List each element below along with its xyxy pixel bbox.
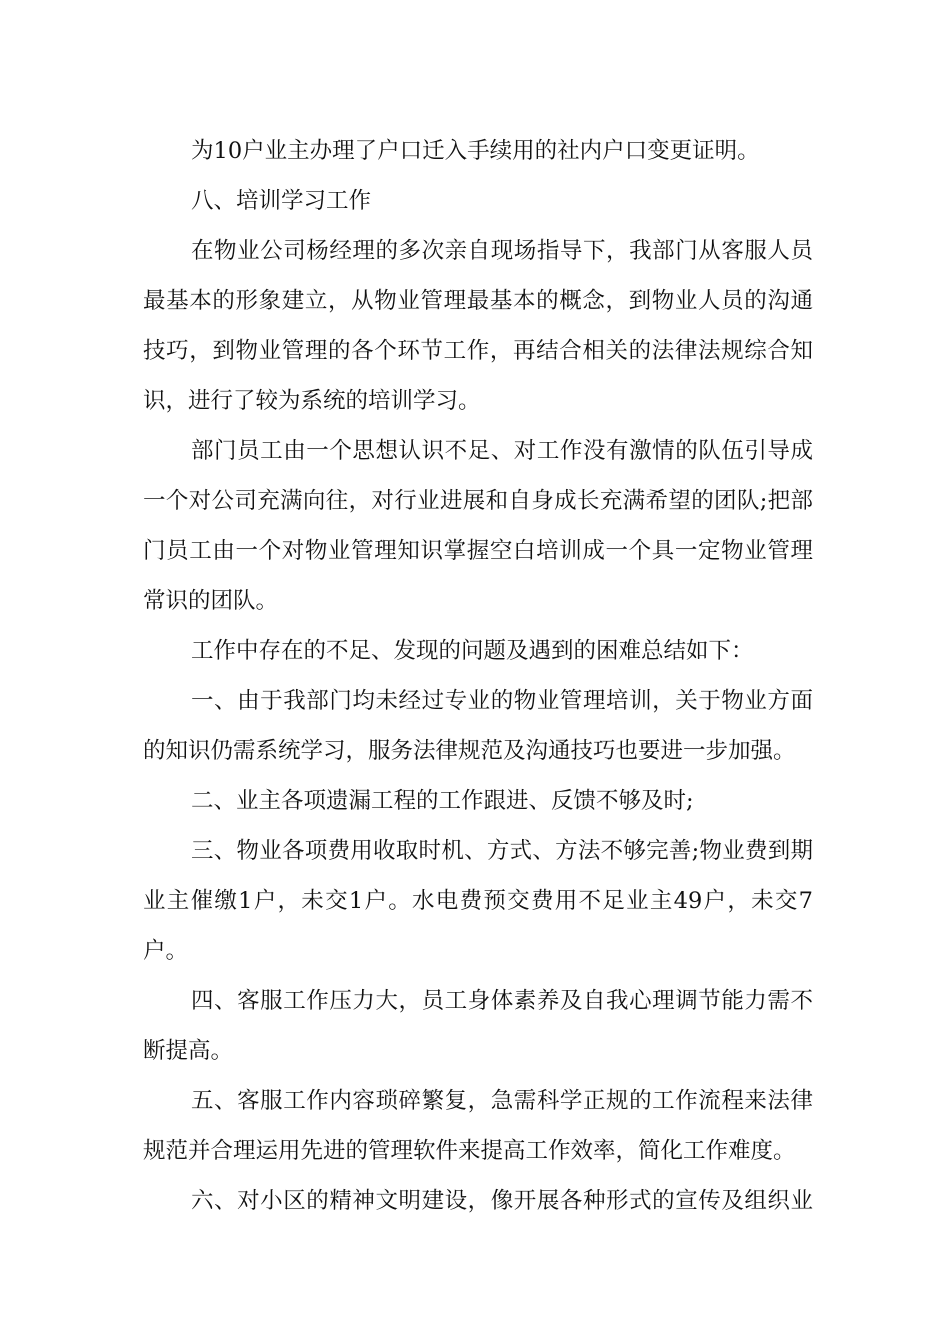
text-line: 技巧，到物业管理的各个环节工作，再结合相关的法律法规综合知 <box>143 338 813 364</box>
text-line: 的知识仍需系统学习，服务法律规范及沟通技巧也要进一步加强。 <box>143 738 796 764</box>
text-line: 门员工由一个对物业管理知识掌握空白培训成一个具一定物业管理 <box>143 538 813 564</box>
text-line: 为10户业主办理了户口迁入手续用的社内户口变更证明。 <box>191 138 760 164</box>
text-line: 一个对公司充满向往，对行业进展和自身成长充满希望的团队;把部 <box>143 488 813 514</box>
text-line: 最基本的形象建立，从物业管理最基本的概念，到物业人员的沟通 <box>143 288 813 314</box>
text-line: 业主催缴1户，未交1户。水电费预交费用不足业主49户，未交7 <box>143 888 813 914</box>
text-line: 常识的团队。 <box>143 588 279 614</box>
text-line: 部门员工由一个思想认识不足、对工作没有激情的队伍引导成 <box>191 438 813 464</box>
text-line: 在物业公司杨经理的多次亲自现场指导下，我部门从客服人员 <box>191 238 813 264</box>
text-line: 识，进行了较为系统的培训学习。 <box>143 388 481 414</box>
text-line: 二、业主各项遗漏工程的工作跟进、反馈不够及时; <box>191 788 694 814</box>
text-line: 户。 <box>143 938 189 964</box>
text-line: 三、物业各项费用收取时机、方式、方法不够完善;物业费到期 <box>191 838 813 864</box>
text-line: 五、客服工作内容琐碎繁复，急需科学正规的工作流程来法律 <box>191 1088 813 1114</box>
text-line: 四、客服工作压力大，员工身体素养及自我心理调节能力需不 <box>191 988 813 1014</box>
text-line: 规范并合理运用先进的管理软件来提高工作效率，简化工作难度。 <box>143 1138 796 1164</box>
text-line: 断提高。 <box>143 1038 234 1064</box>
text-line: 工作中存在的不足、发现的问题及遇到的困难总结如下： <box>191 638 754 664</box>
text-line: 六、对小区的精神文明建设，像开展各种形式的宣传及组织业 <box>191 1188 813 1214</box>
text-line: 一、由于我部门均未经过专业的物业管理培训，关于物业方面 <box>191 688 813 714</box>
section-heading: 八、培训学习工作 <box>191 188 372 214</box>
